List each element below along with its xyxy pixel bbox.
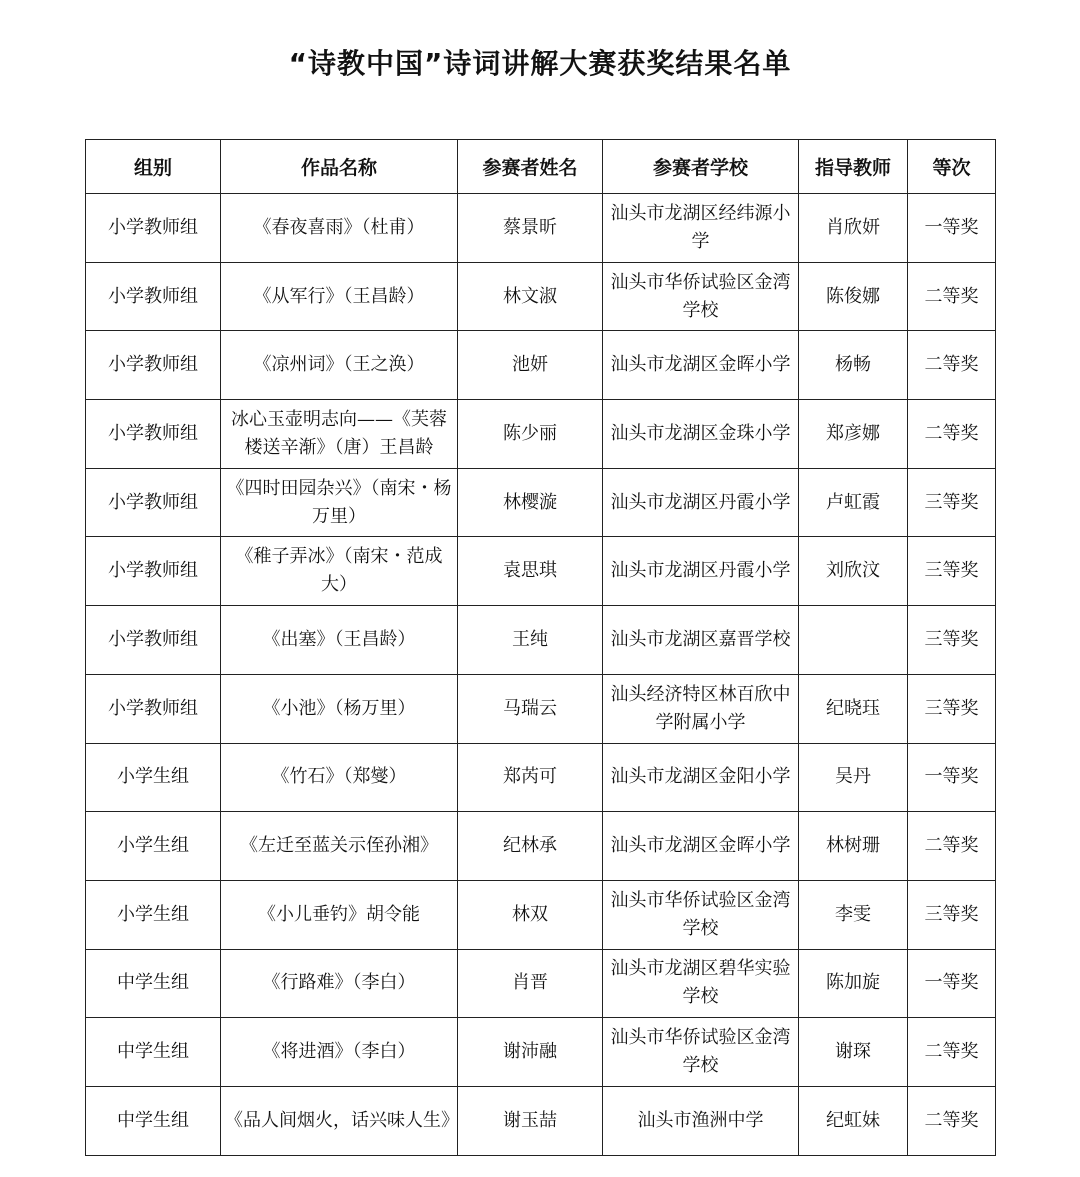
- cell-teacher: 纪晓珏: [799, 674, 908, 743]
- header-work: 作品名称: [221, 140, 458, 194]
- cell-rank: 三等奖: [908, 674, 996, 743]
- cell-work: 《行路难》（李白）: [221, 949, 458, 1018]
- cell-teacher: 杨畅: [799, 331, 908, 400]
- cell-school: 汕头市华侨试验区金湾学校: [603, 880, 799, 949]
- header-group: 组别: [86, 140, 221, 194]
- table-row: [86, 331, 996, 400]
- cell-group: 小学生组: [86, 743, 221, 812]
- cell-name: 郑芮可: [458, 743, 603, 812]
- cell-work: 《出塞》（王昌龄）: [221, 606, 458, 675]
- cell-work: 《小儿垂钓》胡令能: [221, 880, 458, 949]
- cell-work: 《品人间烟火，话兴味人生》: [221, 1086, 458, 1155]
- cell-group: 小学教师组: [86, 400, 221, 469]
- cell-school: 汕头市龙湖区金晖小学: [603, 331, 799, 400]
- cell-school: 汕头市华侨试验区金湾学校: [603, 1018, 799, 1087]
- results-table: [85, 139, 996, 1156]
- cell-teacher: 吴丹: [799, 743, 908, 812]
- cell-group: 小学教师组: [86, 468, 221, 537]
- cell-teacher: [799, 606, 908, 675]
- cell-teacher: 卢虹霞: [799, 468, 908, 537]
- cell-work: 《凉州词》（王之涣）: [221, 331, 458, 400]
- cell-name: 蔡景昕: [458, 194, 603, 263]
- table-row: [86, 743, 996, 812]
- cell-work: 《四时田园杂兴》（南宋・杨万里）: [221, 468, 458, 537]
- cell-rank: 三等奖: [908, 880, 996, 949]
- table-row: [86, 194, 996, 263]
- table-row: [86, 400, 996, 469]
- header-teacher: 指导教师: [799, 140, 908, 194]
- cell-rank: 二等奖: [908, 1086, 996, 1155]
- cell-group: 中学生组: [86, 1086, 221, 1155]
- cell-teacher: 陈俊娜: [799, 262, 908, 331]
- cell-rank: 一等奖: [908, 194, 996, 263]
- cell-rank: 三等奖: [908, 606, 996, 675]
- cell-school: 汕头市龙湖区经纬源小学: [603, 194, 799, 263]
- cell-teacher: 纪虹妹: [799, 1086, 908, 1155]
- cell-teacher: 刘欣汶: [799, 537, 908, 606]
- table-row: [86, 262, 996, 331]
- cell-school: 汕头市龙湖区金阳小学: [603, 743, 799, 812]
- cell-work: 《竹石》（郑燮）: [221, 743, 458, 812]
- cell-name: 马瑞云: [458, 674, 603, 743]
- cell-name: 林双: [458, 880, 603, 949]
- cell-school: 汕头市龙湖区丹霞小学: [603, 468, 799, 537]
- cell-name: 王纯: [458, 606, 603, 675]
- cell-school: 汕头市龙湖区金珠小学: [603, 400, 799, 469]
- cell-rank: 三等奖: [908, 468, 996, 537]
- cell-name: 袁思琪: [458, 537, 603, 606]
- table-row: [86, 1086, 996, 1155]
- header-rank: 等次: [908, 140, 996, 194]
- table-row: [86, 468, 996, 537]
- cell-rank: 二等奖: [908, 262, 996, 331]
- document-title: “诗教中国”诗词讲解大赛获奖结果名单: [288, 47, 792, 80]
- cell-teacher: 李雯: [799, 880, 908, 949]
- cell-teacher: 陈加旋: [799, 949, 908, 1018]
- cell-group: 小学教师组: [86, 262, 221, 331]
- cell-work: 《左迁至蓝关示侄孙湘》: [221, 812, 458, 881]
- table-row: [86, 812, 996, 881]
- cell-name: 陈少丽: [458, 400, 603, 469]
- cell-school: 汕头市龙湖区嘉晋学校: [603, 606, 799, 675]
- cell-group: 小学教师组: [86, 194, 221, 263]
- table-row: [86, 880, 996, 949]
- cell-name: 林樱漩: [458, 468, 603, 537]
- cell-school: 汕头市华侨试验区金湾学校: [603, 262, 799, 331]
- table-row: [86, 1018, 996, 1087]
- cell-work: 冰心玉壶明志向——《芙蓉楼送辛渐》（唐）王昌龄: [221, 400, 458, 469]
- cell-rank: 二等奖: [908, 331, 996, 400]
- table-row: [86, 949, 996, 1018]
- cell-rank: 二等奖: [908, 1018, 996, 1087]
- table-header-row: [86, 140, 996, 194]
- cell-name: 纪林承: [458, 812, 603, 881]
- cell-school: 汕头市龙湖区碧华实验学校: [603, 949, 799, 1018]
- cell-work: 《从军行》（王昌龄）: [221, 262, 458, 331]
- cell-group: 小学生组: [86, 812, 221, 881]
- cell-school: 汕头市龙湖区丹霞小学: [603, 537, 799, 606]
- table-row: [86, 537, 996, 606]
- cell-name: 谢玉喆: [458, 1086, 603, 1155]
- cell-work: 《将进酒》（李白）: [221, 1018, 458, 1087]
- header-name: 参赛者姓名: [458, 140, 603, 194]
- cell-work: 《春夜喜雨》（杜甫）: [221, 194, 458, 263]
- cell-school: 汕头市渔洲中学: [603, 1086, 799, 1155]
- cell-rank: 二等奖: [908, 400, 996, 469]
- cell-teacher: 林树珊: [799, 812, 908, 881]
- cell-rank: 一等奖: [908, 743, 996, 812]
- cell-group: 小学教师组: [86, 606, 221, 675]
- header-school: 参赛者学校: [603, 140, 799, 194]
- cell-name: 林文淑: [458, 262, 603, 331]
- cell-rank: 二等奖: [908, 812, 996, 881]
- cell-school: 汕头经济特区林百欣中学附属小学: [603, 674, 799, 743]
- table-row: [86, 674, 996, 743]
- cell-name: 谢沛融: [458, 1018, 603, 1087]
- cell-group: 小学教师组: [86, 331, 221, 400]
- cell-teacher: 谢琛: [799, 1018, 908, 1087]
- cell-work: 《小池》（杨万里）: [221, 674, 458, 743]
- cell-group: 中学生组: [86, 949, 221, 1018]
- cell-name: 池妍: [458, 331, 603, 400]
- cell-teacher: 肖欣妍: [799, 194, 908, 263]
- cell-school: 汕头市龙湖区金晖小学: [603, 812, 799, 881]
- cell-rank: 一等奖: [908, 949, 996, 1018]
- cell-teacher: 郑彦娜: [799, 400, 908, 469]
- cell-group: 小学教师组: [86, 674, 221, 743]
- cell-rank: 三等奖: [908, 537, 996, 606]
- cell-group: 中学生组: [86, 1018, 221, 1087]
- cell-group: 小学生组: [86, 880, 221, 949]
- table-row: [86, 606, 996, 675]
- cell-work: 《稚子弄冰》（南宋・范成大）: [221, 537, 458, 606]
- cell-group: 小学教师组: [86, 537, 221, 606]
- cell-name: 肖晋: [458, 949, 603, 1018]
